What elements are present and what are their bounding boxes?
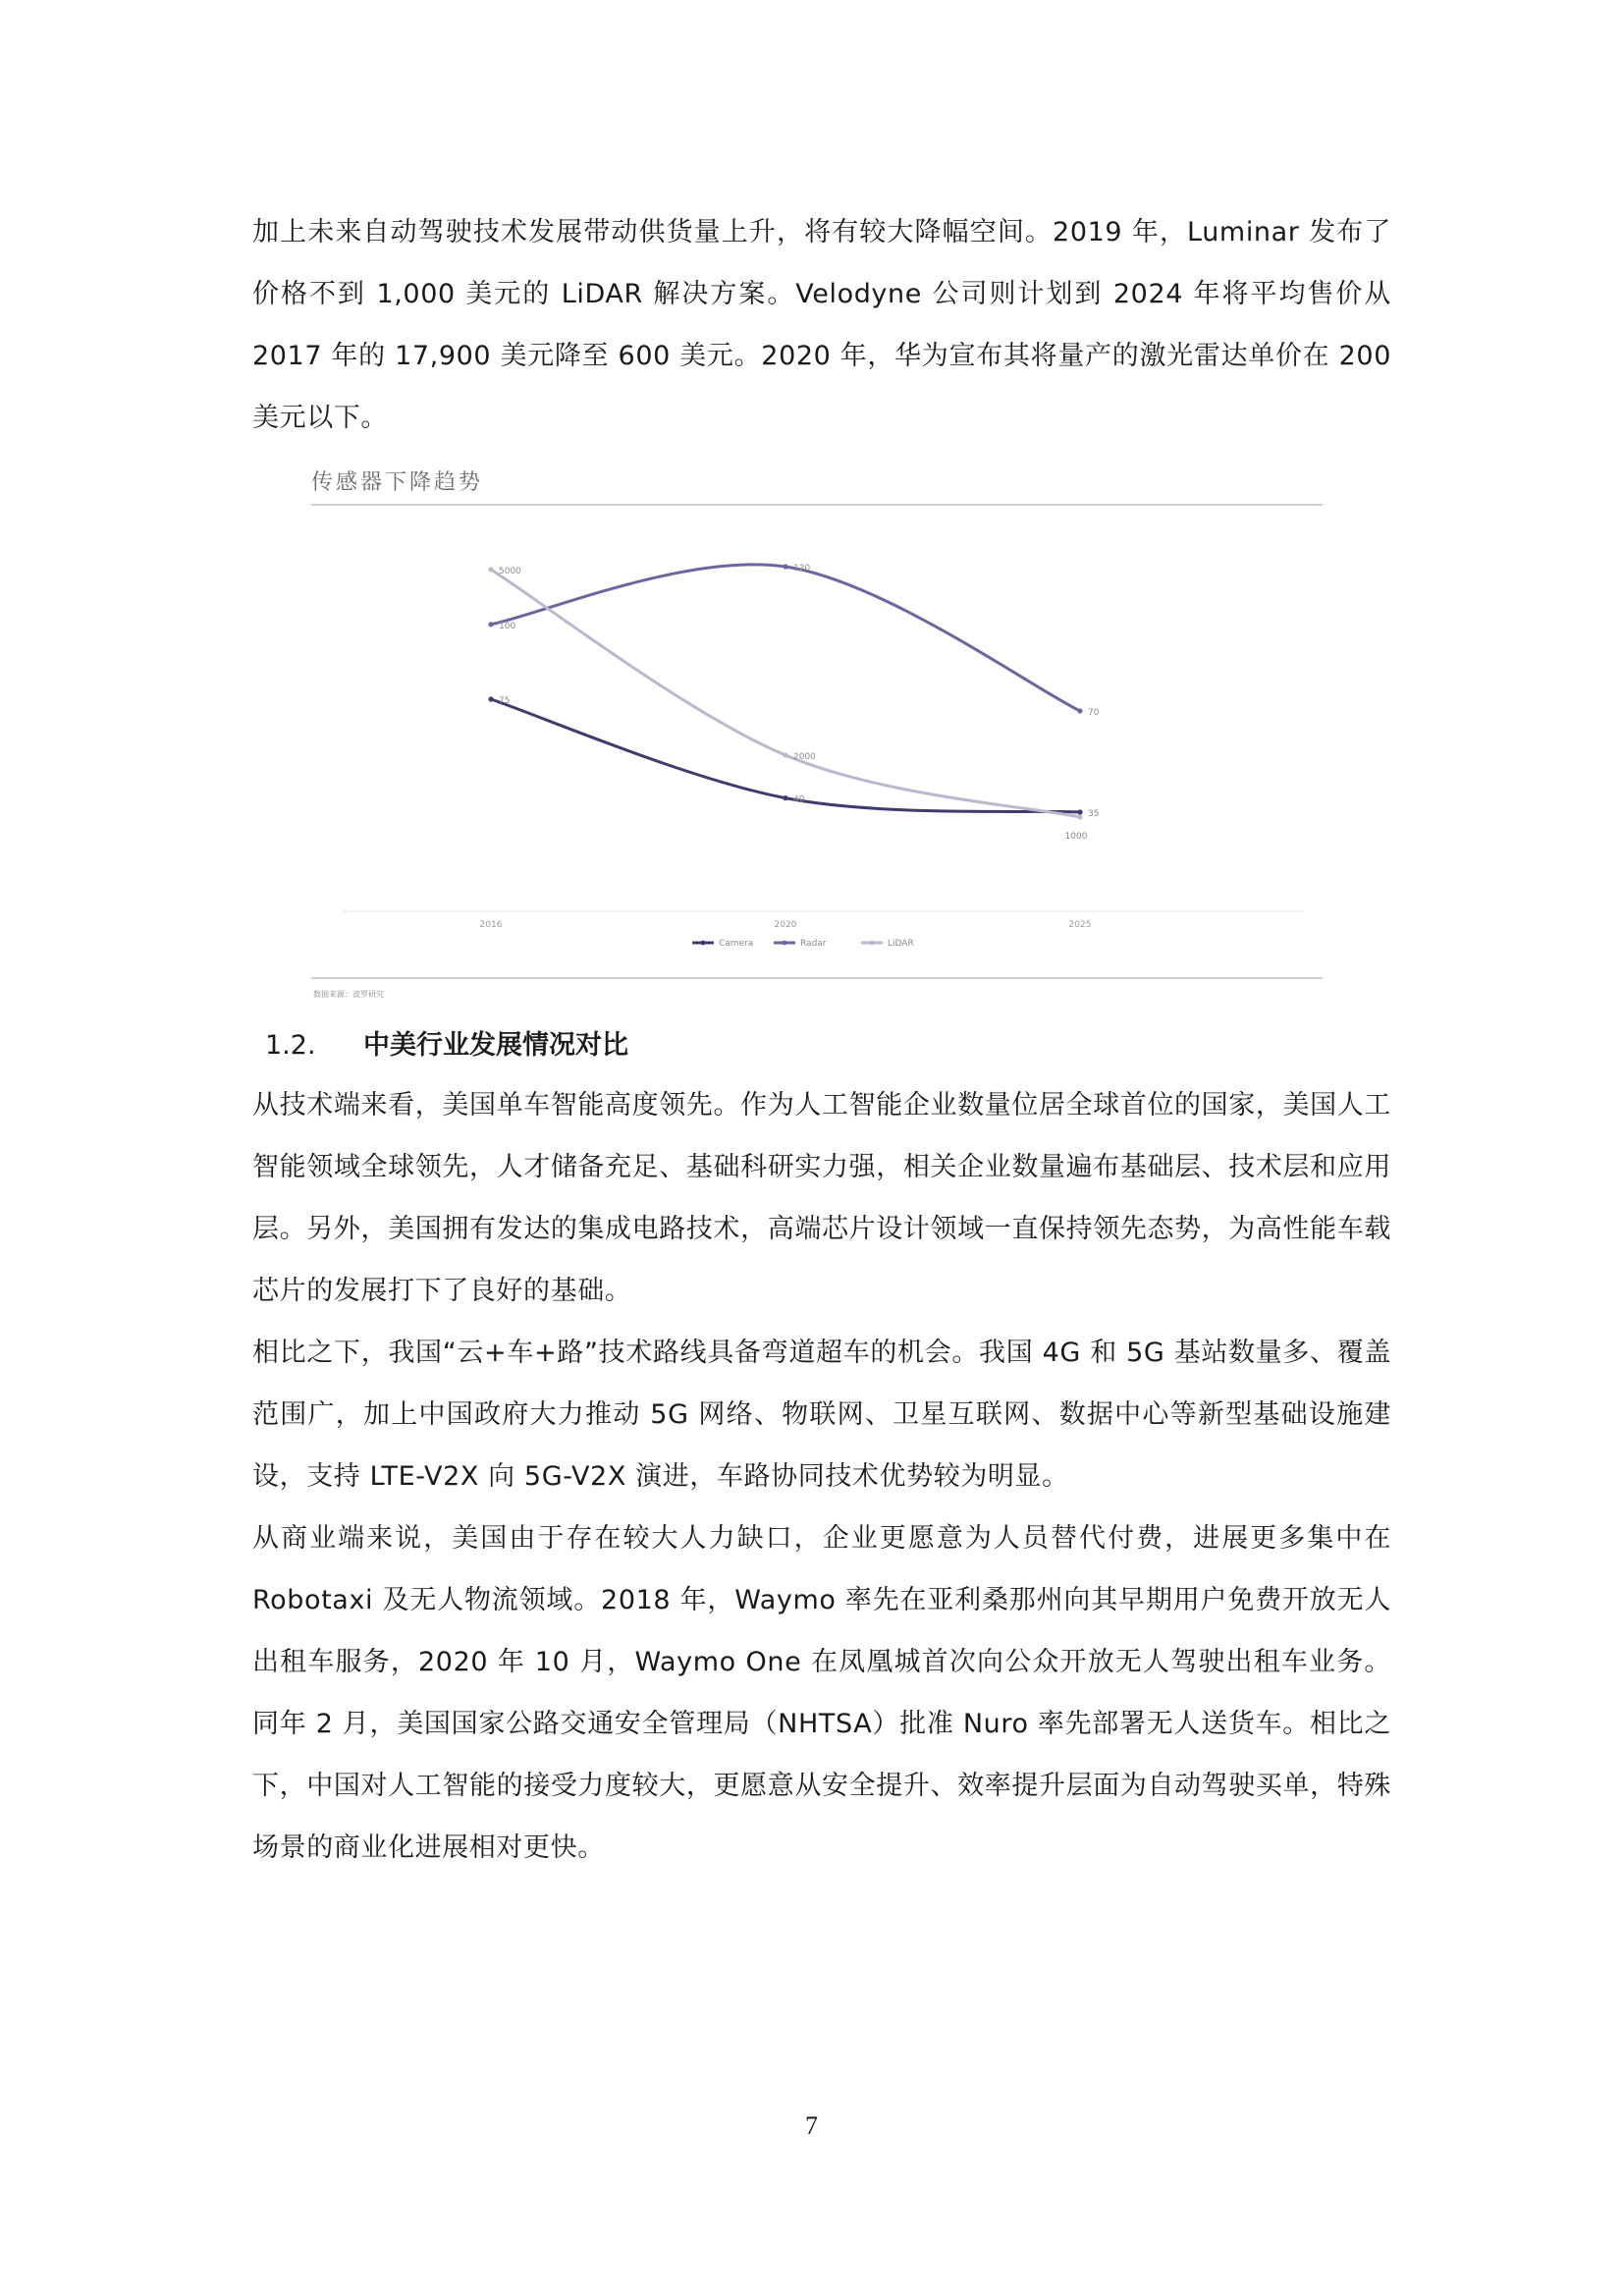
data-point-lidar [783, 752, 787, 757]
data-point-camera [1077, 809, 1082, 814]
data-point-radar [783, 564, 787, 569]
series-line-radar [491, 565, 1080, 711]
legend-label-radar: Radar [800, 939, 827, 949]
legend-label-camera: Camera [719, 939, 754, 949]
sensor-line-chart [311, 462, 1323, 1002]
data-label-lidar: 5000 [499, 567, 521, 576]
paragraph-cloud-vehicle-road: 相比之下，我国“云+车+路”技术路线具备弯道超车的机会。我国 4G 和 5G 基站数量多、覆盖范围广，加上中国政府大力推动 5G 网络、物联网、卫星互联网、数据中心等新型基础设施建设，支持 LTE-V2X 向 5G-V2X 演进，车路协同技术优势较为明显。 [252, 1338, 1391, 1492]
x-tick-label: 2016 [479, 920, 503, 930]
legend-marker-lidar [870, 941, 875, 946]
legend-marker-radar [783, 941, 787, 946]
x-tick-label: 2025 [1068, 920, 1092, 930]
data-label-radar: 100 [499, 621, 516, 631]
data-label-lidar: 1000 [1064, 832, 1088, 842]
data-label-lidar: 2000 [793, 752, 816, 762]
paragraph-business-side: 从商业端来说，美国由于存在较大人力缺口，企业更愿意为人员替代付费，进展更多集中在 Robotaxi 及无人物流领域。2018 年，Waymo 率先在亚利桑那州向其早期用户免费开放无人出租车服务，2020 年 10 月，Waymo One 在凤凰城首次向公众开放无人驾驶出租车业务。同年 2 月，美国国家公路交通安全管理局（NHTSA）批准 Nuro 率先部署无人送货车。相比之下，中国对人工智能的接受力度较大，更愿意从安全提升、效率提升层面为自动驾驶买单，特殊场景的商业化进展相对更快。 [252, 1523, 1391, 1863]
data-point-radar [1077, 708, 1082, 713]
section-number: 1.2. [265, 1030, 316, 1061]
series-line-lidar [491, 570, 1080, 817]
data-point-camera [488, 696, 493, 701]
section-heading [265, 1021, 628, 1070]
data-point-lidar [1077, 814, 1082, 819]
data-label-camera: 75 [499, 696, 511, 706]
data-label-camera: 40 [793, 794, 805, 805]
data-label-camera: 35 [1088, 809, 1100, 819]
legend-marker-camera [701, 941, 706, 946]
figure-source-note: 数据来源：波罗研究 [313, 990, 384, 999]
data-label-radar: 120 [793, 564, 811, 574]
data-point-lidar [488, 567, 493, 572]
paragraph-tech-side: 从技术端来看，美国单车智能高度领先。作为人工智能企业数量位居全球首位的国家，美国人工智能领域全球领先，人才储备充足、基础科研实力强，相关企业数量遍布基础层、技术层和应用层。另外，美国拥有发达的集成电路技术，高端芯片设计领域一直保持领先态势，为高性能车载芯片的发展打下了良好的基础。 [252, 1090, 1391, 1306]
data-point-radar [488, 622, 493, 627]
chart-title: 传感器下降趋势 [311, 470, 484, 495]
sensor-chart-figure [311, 462, 1323, 1002]
paragraph-lidar-price: 加上未来自动驾驶技术发展带动供货量上升，将有较大降幅空间。2019 年，Luminar 发布了价格不到 1,000 美元的 LiDAR 解决方案。Velodyne 公司则计划到 2024 年将平均售价从 2017 年的 17,900 美元降至 600 美元。2020 年，华为宣布其将量产的激光雷达单价在 200 美元以下。 [252, 217, 1391, 433]
data-label-radar: 70 [1088, 708, 1100, 718]
legend-label-lidar: LiDAR [888, 939, 914, 949]
section-title: 中美行业发展情况对比 [363, 1030, 628, 1061]
data-point-camera [783, 795, 787, 800]
page-number: 7 [805, 2111, 818, 2140]
x-tick-label: 2020 [774, 920, 797, 930]
